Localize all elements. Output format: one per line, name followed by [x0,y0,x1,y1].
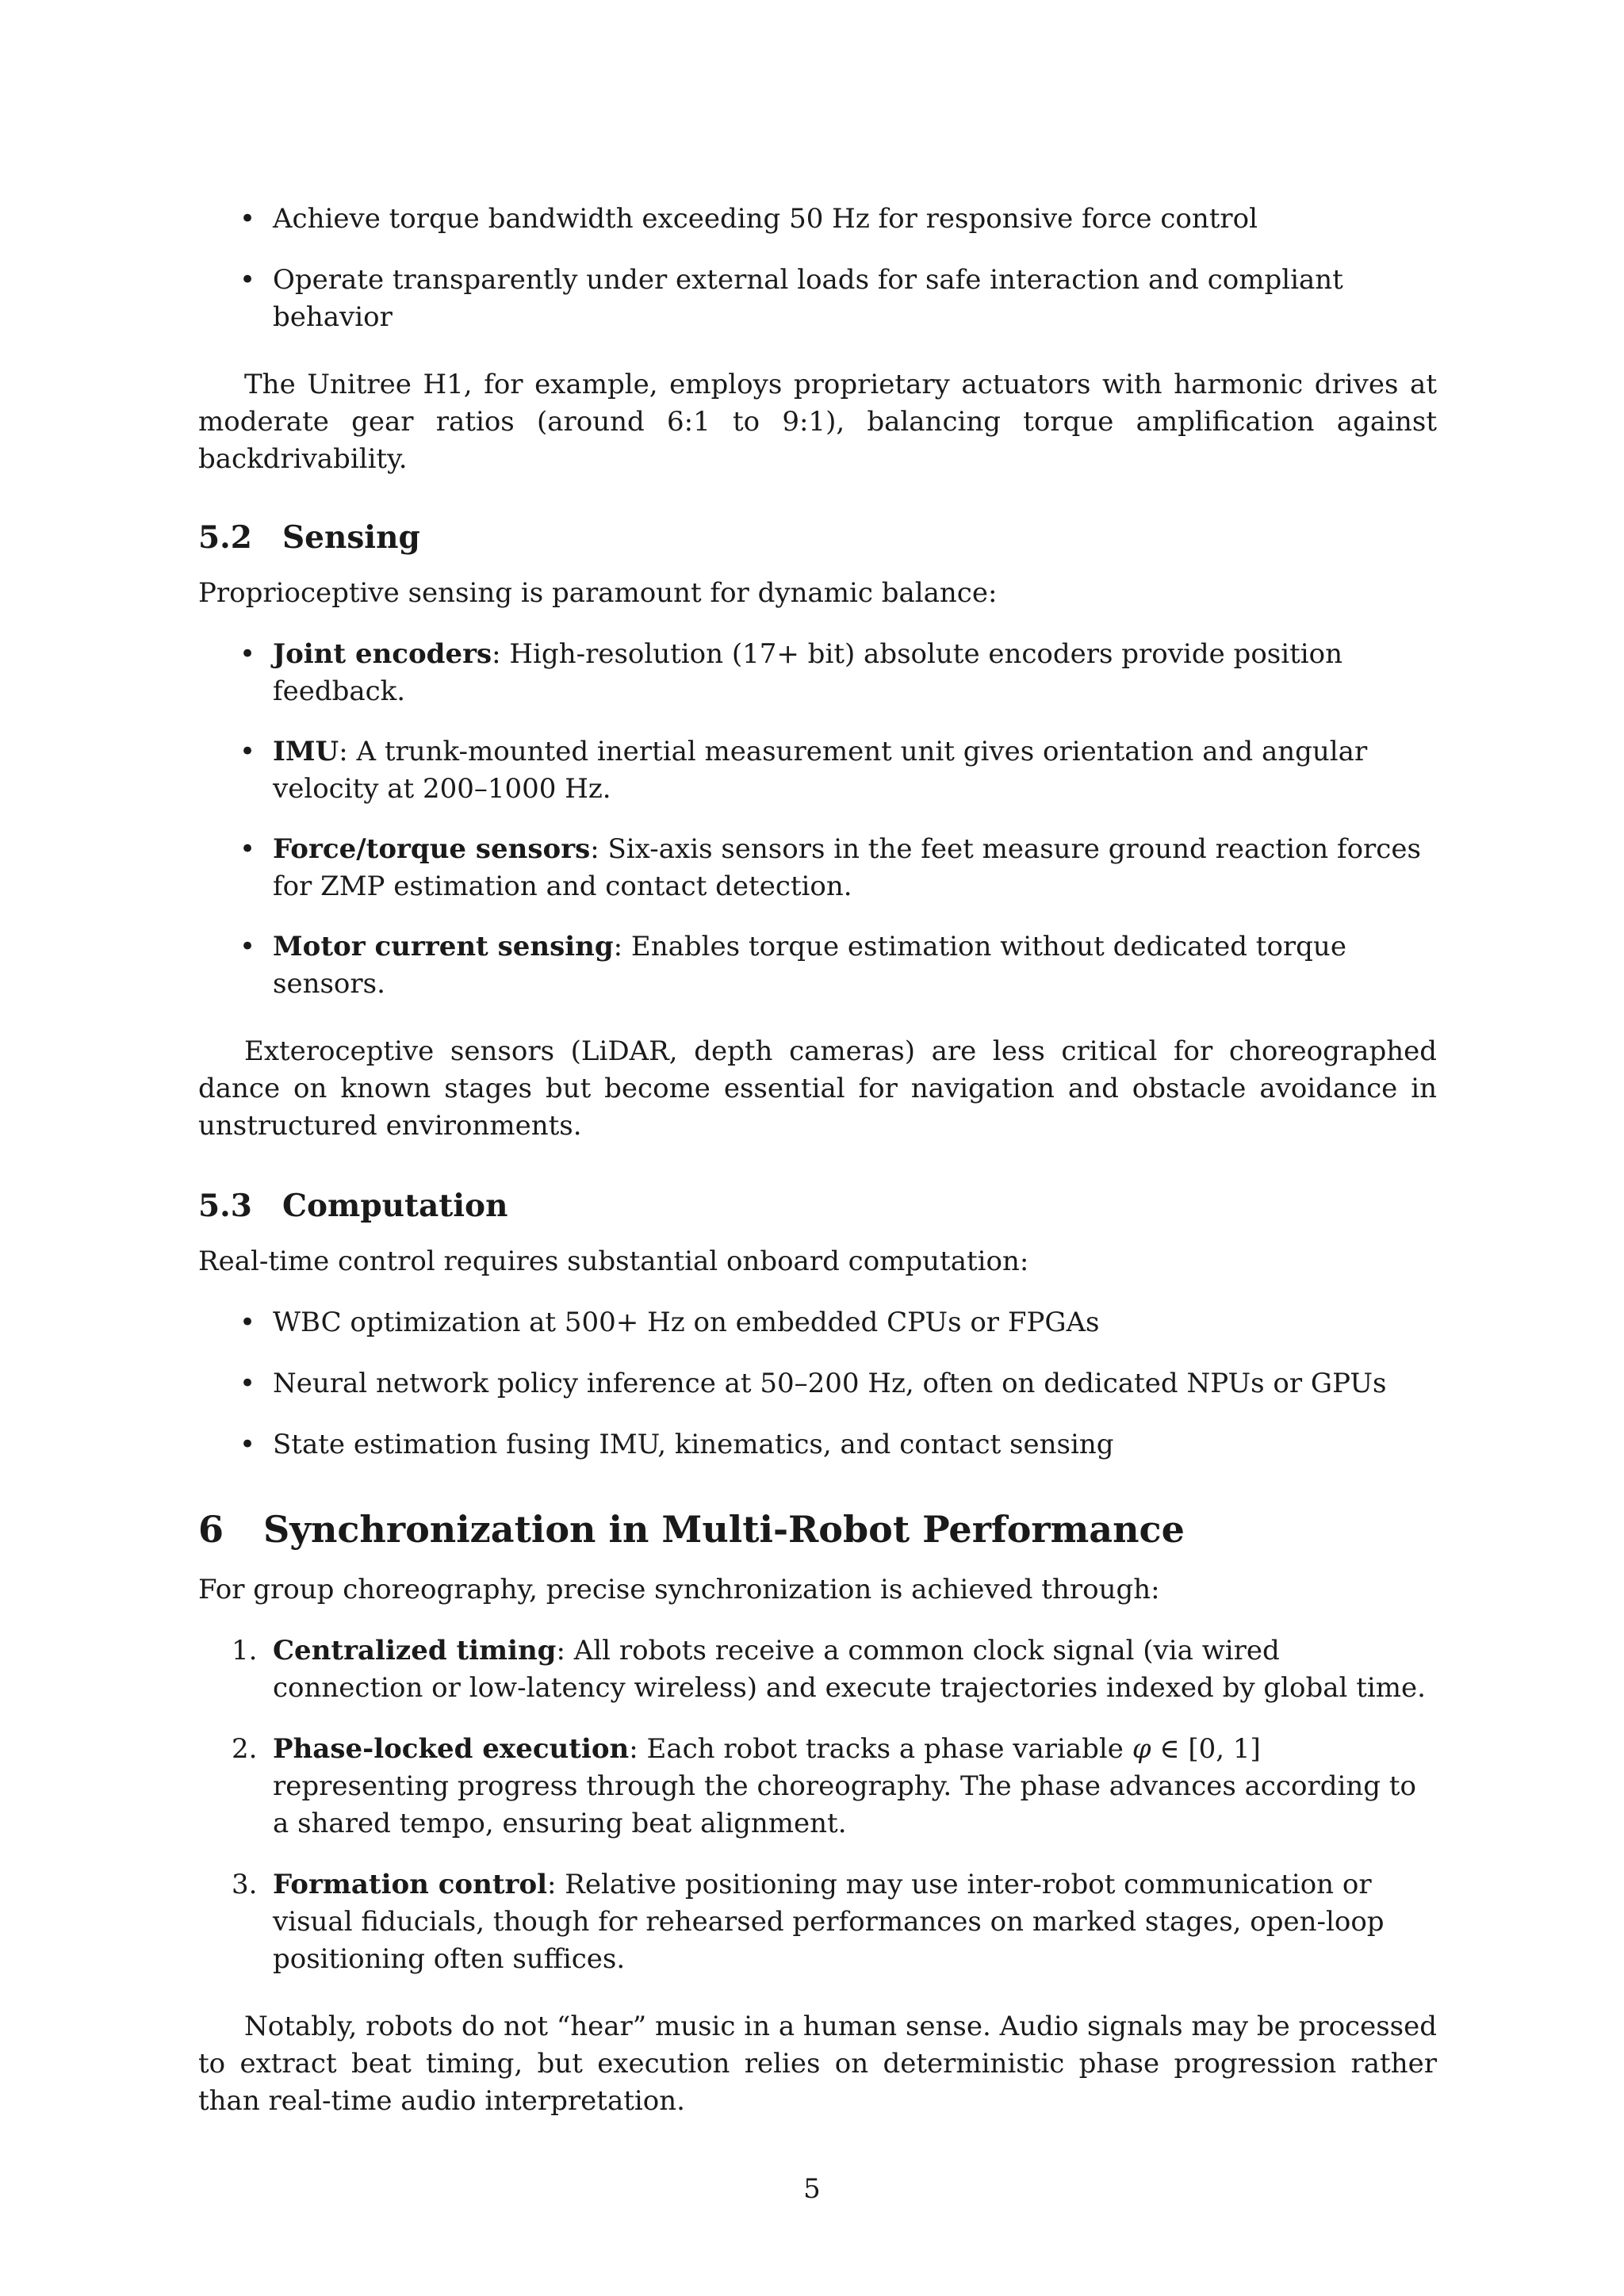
list-item [198,831,1437,905]
sensing-intro: Proprioceptive sensing is paramount for dynamic balance: [198,577,998,609]
list-item: • WBC optimization at 500+ Hz on embedded CPUs or FPGAs [198,1304,1437,1341]
sync-intro: For group choreography, precise synchronization is achieved through: [198,1574,1160,1605]
exteroceptive-paragraph: Exteroceptive sensors (LiDAR, depth cameras) are less critical for choreographed dance on known stages but become essential for navigation and obstacle avoidance in unstructured environments. [198,1035,1437,1142]
list-item: • Operate transparently under external loads for safe interaction and compliant behavior [198,262,1437,336]
list-term: Joint encoders [273,638,492,670]
list-term: Force/torque sensors [273,833,591,865]
list-text: ∈ [0, 1] representing progress through the choreography. The phase advances according to a shared tempo, ensuring beat alignment. [273,1733,1416,1839]
list-text: : Enables torque estimation without dedicated torque sensors. [273,931,1346,1000]
list-item [198,733,1437,808]
list-item [198,1632,1437,1707]
list-item [198,1866,1437,1978]
list-number: 1. [232,1635,258,1667]
list-item: • Achieve torque bandwidth exceeding 50 Hz for responsive force control [198,201,1437,238]
list-term: Motor current sensing [273,931,614,962]
list-text: : High-resolution (17+ bit) absolute encoders provide position feedback. [273,638,1343,707]
list-text: : All robots receive a common clock signal (via wired connection or low-latency wireless) and execute trajectories indexed by global time. [273,1635,1426,1704]
section-title: Sensing [282,519,420,556]
list-text: : Each robot tracks a phase variable [629,1733,1132,1765]
list-number: 3. [232,1869,258,1900]
phase-symbol: φ [1132,1733,1151,1765]
list-item [198,636,1437,710]
section-number: 5.3 [198,1188,252,1224]
section-heading-5-2 [198,518,1437,557]
section-number: 6 [198,1508,224,1551]
list-term: Phase-locked execution [273,1733,630,1765]
section-title: Synchronization in Multi-Robot Performance [263,1508,1185,1551]
sensing-list [198,636,1437,1003]
page-number: 5 [803,2173,821,2205]
list-text: : A trunk-mounted inertial measurement unit gives orientation and angular velocity at 200–1000 Hz. [273,736,1368,805]
closing-paragraph: Notably, robots do not “hear” music in a human sense. Audio signals may be processed to extract beat timing, but execution relies on deterministic phase progression rather than real-time audio interpretation. [198,2011,1438,2117]
list-item [198,928,1437,1003]
page-body [198,182,1437,2120]
sync-list [198,1632,1437,1978]
list-term: Formation control [273,1869,548,1900]
list-term: Centralized timing [273,1635,557,1667]
list-text: : Relative positioning may use inter-robot communication or visual fiducials, though for rehearsed performances on marked stages, open-loop positioning often suffices. [273,1869,1385,1975]
section-heading-6 [198,1506,1437,1552]
section-title: Computation [282,1188,508,1224]
section-heading-5-3 [198,1186,1437,1226]
list-number: 2. [232,1733,258,1765]
computation-list [198,1304,1437,1464]
list-item: • State estimation fusing IMU, kinematics, and contact sensing [198,1426,1437,1464]
list-item [198,1731,1437,1843]
list-text: : Six-axis sensors in the feet measure ground reaction forces for ZMP estimation and contact detection. [273,833,1421,902]
section-number: 5.2 [198,519,252,556]
list-item: • Neural network policy inference at 50–200 Hz, often on dedicated NPUs or GPUs [198,1365,1437,1402]
unitree-paragraph: The Unitree H1, for example, employs proprietary actuators with harmonic drives at moderate gear ratios (around 6:1 to 9:1), balancing torque amplification against backdrivability. [198,369,1437,475]
actuator-requirements-list [198,201,1437,336]
list-term: IMU [273,736,339,767]
computation-intro: Real-time control requires substantial onboard computation: [198,1246,1029,1277]
